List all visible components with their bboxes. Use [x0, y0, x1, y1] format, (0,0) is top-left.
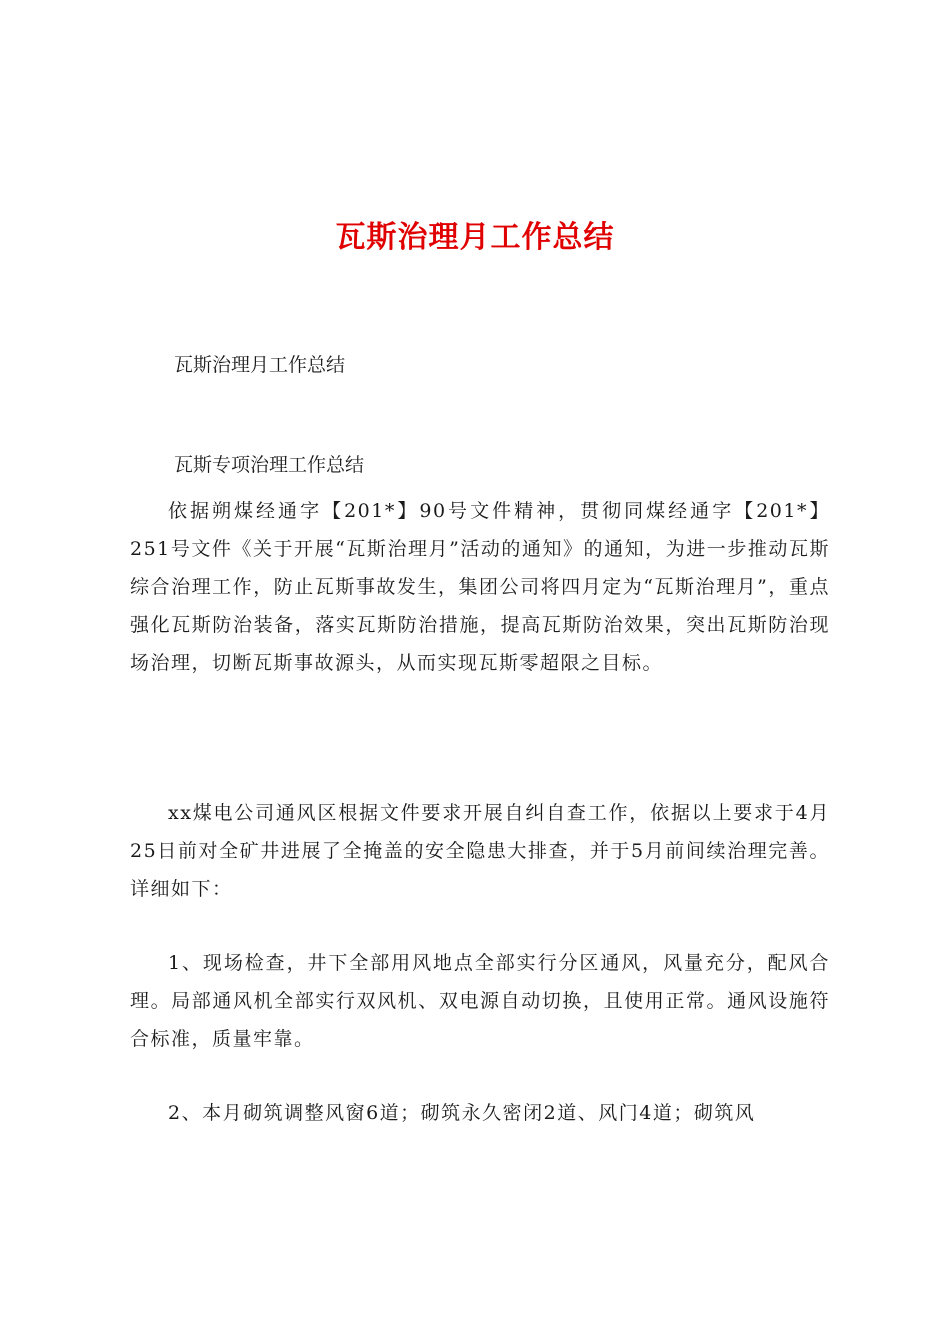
paragraph-2 — [130, 794, 830, 908]
paragraph-3 — [130, 944, 830, 1058]
paragraph-text: 2、本月砌筑调整风窗6道；砌筑永久密闭2道、风门4道；砌筑风 — [168, 1102, 756, 1124]
paragraph-text: 1、现场检查，井下全部用风地点全部实行分区通风，风量充分，配风合理。局部通风机全部实行双风机、双电源自动切换，且使用正常。通风设施符合标准，质量牢靠。 — [130, 952, 830, 1050]
paragraph-text: 依据朔煤经通字【201*】90号文件精神，贯彻同煤经通字【201*】251号文件《关于开展“瓦斯治理月”活动的通知》的通知，为进一步推动瓦斯综合治理工作，防止瓦斯事故发生，集团公司将四月定为“瓦斯治理月”，重点强化瓦斯防治装备，落实瓦斯防治措施，提高瓦斯防治效果，突出瓦斯防治现场治理，切断瓦斯事故源头，从而实现瓦斯零超限之目标。 — [130, 500, 830, 674]
paragraph-4 — [130, 1094, 830, 1132]
heading-repeat: 瓦斯治理月工作总结 — [174, 354, 346, 376]
paragraph-text: xx煤电公司通风区根据文件要求开展自纠自查工作，依据以上要求于4月25日前对全矿井进展了全掩盖的安全隐患大排查，并于5月前间续治理完善。详细如下： — [130, 802, 830, 900]
paragraph-1 — [130, 492, 830, 682]
subheading: 瓦斯专项治理工作总结 — [174, 454, 365, 476]
document-title: 瓦斯治理月工作总结 — [335, 220, 615, 255]
